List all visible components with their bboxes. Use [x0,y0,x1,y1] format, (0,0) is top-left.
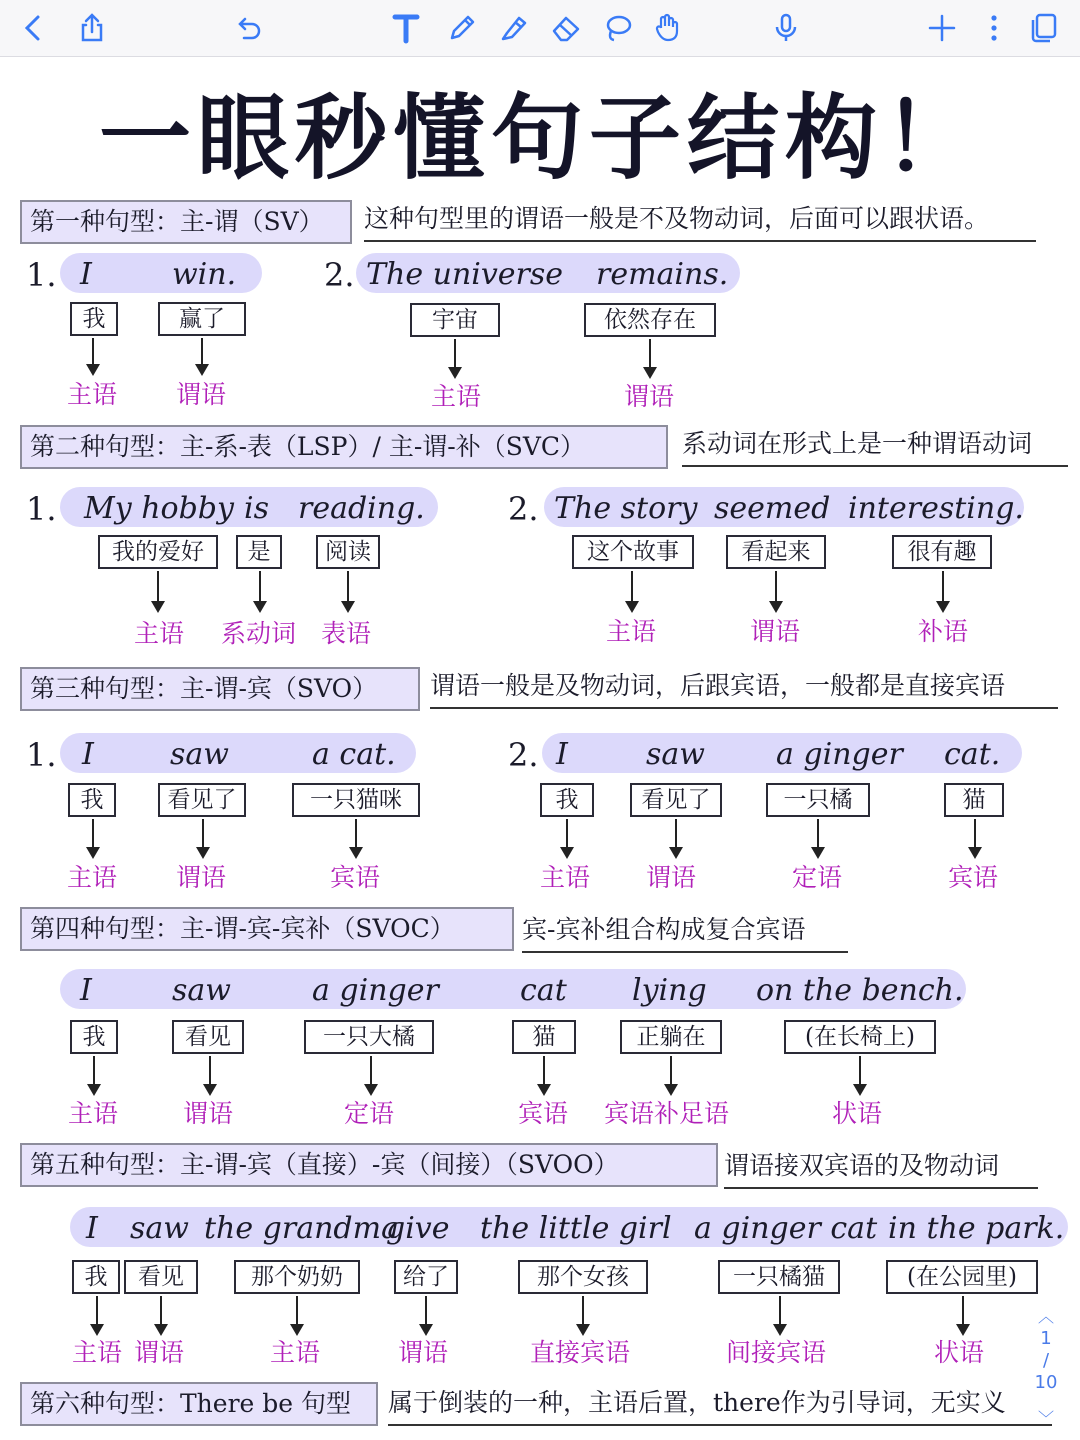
section-5-note: 谓语接双宾语的及物动词 [724,1147,1038,1189]
translation-box: 很有趣 [892,535,992,569]
arrow [582,1296,584,1334]
role-label: 宾语补足语 [604,1099,730,1128]
role-label: 谓语 [646,863,697,892]
role-label: 状语 [832,1099,883,1128]
highlighter-icon[interactable] [494,8,534,48]
section-3-note: 谓语一般是及物动词，后跟宾语，一般都是直接宾语 [430,667,1058,709]
current-page: 1 [1040,1328,1052,1349]
translation-box: 那个女孩 [518,1260,648,1294]
role-label: 定语 [344,1099,395,1128]
arrow [425,1296,427,1334]
word: saw [130,1211,189,1246]
translation-box: 一只橘 [766,783,870,817]
translation-box: 赢了 [158,302,246,336]
arrow [259,571,261,611]
word: saw [646,737,705,772]
role-label: 宾语 [948,863,999,892]
translation-box: 这个故事 [572,535,694,569]
role-label: 主语 [67,863,118,892]
word: I [82,737,94,772]
section-2-note: 系动词在形式上是一种谓语动词 [682,425,1068,467]
arrow [160,1296,162,1334]
more-icon[interactable] [974,8,1014,48]
example-number: 2. [324,256,355,294]
translation-box: 看见 [172,1020,244,1054]
word: is [244,491,269,526]
translation-box: 正躺在 [620,1020,722,1054]
arrow [859,1056,861,1094]
arrow [92,819,94,857]
arrow [649,339,651,377]
example-number: 2. [508,736,539,774]
arrow [962,1296,964,1334]
translation-box: 看起来 [726,535,826,569]
translation-box: 依然存在 [584,303,716,337]
role-label: 间接宾语 [726,1338,827,1367]
translation-box: 看见了 [630,783,722,817]
word: the grandma [204,1211,399,1246]
translation-box: 是 [236,535,282,569]
arrow [631,571,633,611]
translation-box: 一只橘猫 [718,1260,840,1294]
share-icon[interactable] [72,8,112,48]
role-label: 主语 [270,1338,321,1367]
role-label: 主语 [431,382,482,411]
word: a ginger [312,973,439,1008]
translation-box: 猫 [512,1020,576,1054]
arrow [93,1056,95,1094]
role-label: 主语 [67,380,118,409]
arrow [974,819,976,857]
role-label: 表语 [321,619,372,648]
word: saw [172,973,231,1008]
back-icon[interactable] [14,8,54,48]
chevron-down-icon[interactable]: ﹀ [1037,1409,1054,1428]
translation-box: 我 [68,783,116,817]
translation-box: 一只猫咪 [292,783,420,817]
arrow [454,339,456,377]
section-4-note: 宾-宾补组合构成复合宾语 [522,911,848,953]
word: a cat. [312,737,396,772]
translation-box: (在公园里) [886,1260,1038,1294]
word: in the park. [888,1211,1065,1246]
translation-box: (在长椅上) [784,1020,936,1054]
arrow [779,1296,781,1334]
section-6-header: 第六种句型：There be 句型 [20,1382,378,1426]
role-label: 主语 [134,619,185,648]
note-page [0,57,1080,1440]
role-label: 谓语 [624,382,675,411]
arrow [96,1296,98,1334]
total-pages: 10 [1034,1372,1058,1393]
arrow [942,571,944,611]
arrow [675,819,677,857]
translation-box: 一只大橘 [304,1020,434,1054]
role-label: 定语 [792,863,843,892]
translation-box: 给了 [394,1260,458,1294]
arrow [209,1056,211,1094]
role-label: 状语 [934,1338,985,1367]
top-toolbar [0,0,1080,57]
word: I [80,973,92,1008]
add-page-icon[interactable] [922,8,962,48]
example-number: 1. [26,490,57,528]
arrow [201,338,203,374]
role-label: 直接宾语 [530,1338,631,1367]
word: cat [520,973,567,1008]
translation-box: 我 [72,1260,120,1294]
translation-box: 宇宙 [410,303,500,337]
arrow [566,819,568,857]
word: The story [554,491,698,526]
arrow [157,571,159,611]
role-label: 主语 [68,1099,119,1128]
arrow [355,819,357,857]
word: a ginger [776,737,903,772]
word: I [80,257,92,292]
section-2-header: 第二种句型：主-系-表（LSP）/ 主-谓-补（SVC） [20,425,668,469]
translation-box: 我 [70,1020,118,1054]
word: saw [170,737,229,772]
page-indicator[interactable] [1026,1307,1066,1429]
role-label: 宾语 [518,1099,569,1128]
arrow [670,1056,672,1094]
section-3-header: 第三种句型：主-谓-宾（SVO） [20,667,420,711]
word: reading. [298,491,425,526]
translation-box: 看见了 [158,783,246,817]
section-6-note: 属于倒装的一种，主语后置，there作为引导词，无实义 [388,1384,1052,1426]
role-label: 谓语 [398,1338,449,1367]
text-tool-icon[interactable] [386,8,426,48]
translation-box: 我 [540,783,594,817]
word: I [86,1211,98,1246]
arrow [347,571,349,611]
word: remains. [596,257,729,292]
arrow [92,338,94,374]
role-label: 主语 [72,1338,123,1367]
role-label: 谓语 [134,1338,185,1367]
role-label: 系动词 [221,619,297,648]
role-label: 宾语 [330,863,381,892]
section-4-header: 第四种句型：主-谓-宾-宾补（SVOC） [20,907,514,951]
word: lying [632,973,707,1008]
arrow [202,819,204,857]
word: the little girl [480,1211,672,1246]
role-label: 谓语 [750,617,801,646]
role-label: 主语 [540,863,591,892]
microphone-icon[interactable] [766,8,806,48]
arrow [817,819,819,857]
example-number: 1. [26,256,57,294]
word: a ginger cat [694,1211,878,1246]
arrow [296,1296,298,1334]
translation-box: 我 [70,302,118,336]
arrow [775,571,777,611]
word: interesting. [848,491,1024,526]
word: My hobby [84,491,234,526]
lasso-icon[interactable] [598,8,638,48]
role-label: 谓语 [183,1099,234,1128]
arrow [370,1056,372,1094]
word: give [386,1211,450,1246]
pen-icon[interactable] [442,8,482,48]
section-1-note: 这种句型里的谓语一般是不及物动词，后面可以跟状语。 [364,200,1036,242]
word: The universe [366,257,564,292]
role-label: 主语 [606,617,657,646]
word: I [556,737,568,772]
translation-box: 我的爱好 [98,535,218,569]
section-1-header: 第一种句型：主-谓（SV） [20,200,352,244]
page-title: 一眼秒懂句子结构！ [98,85,981,192]
role-label: 谓语 [176,863,227,892]
eraser-icon[interactable] [546,8,586,48]
example-number: 2. [508,490,539,528]
translation-box: 猫 [944,783,1004,817]
word: cat. [944,737,1001,772]
word: on the bench. [756,973,964,1008]
undo-icon[interactable] [228,8,268,48]
translation-box: 那个奶奶 [234,1260,360,1294]
page-separator: / [1042,1350,1050,1371]
section-5-header: 第五种句型：主-谓-宾（直接）-宾（间接）（SVOO） [20,1143,718,1187]
pages-icon[interactable] [1024,8,1064,48]
chevron-up-icon[interactable]: ︿ [1037,1307,1054,1326]
translation-box: 看见 [124,1260,198,1294]
hand-icon[interactable] [648,8,688,48]
translation-box: 阅读 [316,535,380,569]
role-label: 谓语 [176,380,227,409]
role-label: 补语 [918,617,969,646]
example-number: 1. [26,736,57,774]
word: seemed [714,491,831,526]
word: win. [172,257,237,292]
arrow [543,1056,545,1094]
